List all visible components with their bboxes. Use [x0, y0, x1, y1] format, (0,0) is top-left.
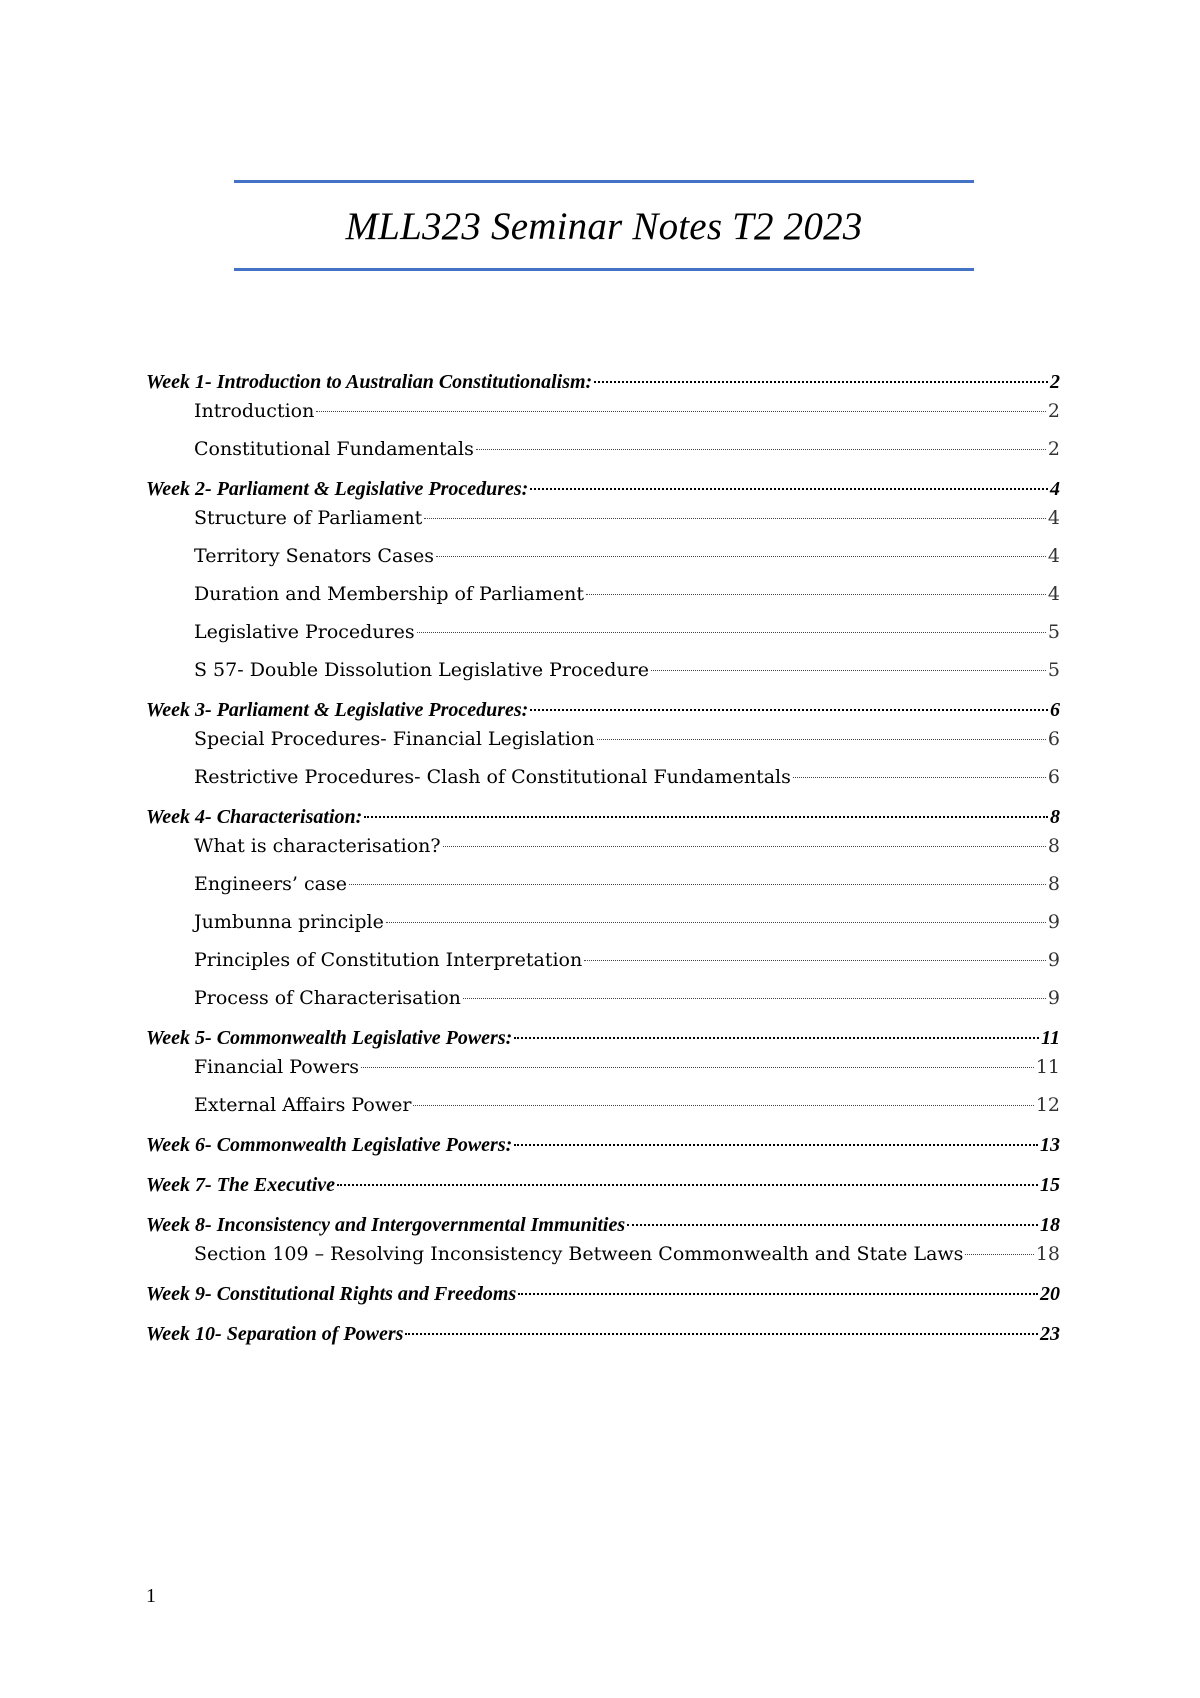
dot-leader — [417, 626, 1046, 633]
toc-entry-label: Week 8- Inconsistency and Intergovernmental Immunities — [146, 1214, 626, 1236]
toc-subsection-label: Constitutional Fundamentals — [194, 438, 474, 460]
toc-entry-week[interactable] — [146, 1024, 1060, 1053]
toc-entry-label: Week 2- Parliament & Legislative Procedures: — [146, 478, 529, 500]
toc-entry-label: Week 4- Characterisation: — [146, 806, 363, 828]
document-title: MLL323 Seminar Notes T2 2023 — [345, 205, 863, 248]
toc-entry-week[interactable] — [146, 803, 1060, 832]
toc-entry-subsection[interactable] — [146, 984, 1060, 1013]
toc-entry-week[interactable] — [146, 1131, 1060, 1160]
toc-entry-subsection[interactable] — [146, 580, 1060, 618]
dot-leader — [364, 810, 1048, 818]
toc-subsection-page-number: 4 — [1047, 583, 1060, 605]
toc-subsection-label: What is characterisation? — [194, 835, 441, 857]
dot-leader — [424, 512, 1046, 519]
toc-entry-week[interactable] — [146, 696, 1060, 725]
toc-entry-page-number: 15 — [1040, 1174, 1060, 1196]
dot-leader — [594, 375, 1048, 383]
toc-entry-week[interactable] — [146, 368, 1060, 397]
toc-entry-subsection[interactable] — [146, 1240, 1060, 1269]
toc-entry-page-number: 18 — [1040, 1214, 1060, 1236]
dot-leader — [443, 840, 1046, 847]
toc-subsection-label: Special Procedures- Financial Legislation — [194, 728, 595, 750]
dot-leader — [651, 664, 1046, 671]
toc-subsection-label: Jumbunna principle — [194, 911, 384, 933]
toc-subsection-page-number: 5 — [1047, 621, 1060, 643]
dot-leader — [337, 1178, 1038, 1186]
title-block — [234, 180, 974, 272]
toc-subsection-label: Duration and Membership of Parliament — [194, 583, 585, 605]
toc-subsection-label: Engineers’ case — [194, 873, 347, 895]
toc-entry-subsection[interactable] — [146, 504, 1060, 542]
dot-leader — [518, 1287, 1038, 1295]
toc-entry-page-number: 2 — [1050, 371, 1060, 393]
toc-subsection-page-number: 12 — [1035, 1094, 1060, 1116]
toc-subsection-label: Principles of Constitution Interpretation — [194, 949, 583, 971]
dot-leader — [584, 954, 1046, 961]
dot-leader — [586, 588, 1046, 595]
toc-entry-page-number: 11 — [1041, 1027, 1060, 1049]
toc-entry-label: Week 5- Commonwealth Legislative Powers: — [146, 1027, 513, 1049]
dot-leader — [793, 771, 1046, 778]
dot-leader — [476, 443, 1046, 450]
toc-subsection-label: External Affairs Power — [194, 1094, 412, 1116]
dot-leader — [463, 992, 1046, 999]
toc-subsection-label: Legislative Procedures — [194, 621, 415, 643]
toc-subsection-page-number: 5 — [1047, 659, 1060, 681]
toc-subsection-page-number: 2 — [1047, 400, 1060, 422]
toc-entry-week[interactable] — [146, 475, 1060, 504]
dot-leader — [405, 1327, 1038, 1335]
toc-entry-subsection[interactable] — [146, 1053, 1060, 1091]
toc-subsection-page-number: 6 — [1047, 766, 1060, 788]
toc-entry-page-number: 6 — [1050, 699, 1060, 721]
toc-subsection-page-number: 9 — [1047, 949, 1060, 971]
toc-entry-subsection[interactable] — [146, 1091, 1060, 1120]
toc-subsection-label: Territory Senators Cases — [194, 545, 434, 567]
toc-entry-label: Week 9- Constitutional Rights and Freedoms — [146, 1283, 517, 1305]
toc-entry-week[interactable] — [146, 1211, 1060, 1240]
dot-leader — [514, 1138, 1038, 1146]
toc-subsection-page-number: 8 — [1047, 835, 1060, 857]
toc-entry-page-number: 4 — [1050, 478, 1060, 500]
toc-entry-label: Week 6- Commonwealth Legislative Powers: — [146, 1134, 513, 1156]
toc-subsection-label: Structure of Parliament — [194, 507, 423, 529]
toc-entry-subsection[interactable] — [146, 870, 1060, 908]
toc-entry-label: Week 1- Introduction to Australian Constitutionalism: — [146, 371, 593, 393]
toc-entry-subsection[interactable] — [146, 832, 1060, 870]
toc-subsection-page-number: 11 — [1035, 1056, 1060, 1078]
dot-leader — [349, 878, 1046, 885]
toc-subsection-page-number: 4 — [1047, 545, 1060, 567]
toc-entry-page-number: 20 — [1040, 1283, 1060, 1305]
toc-entry-week[interactable] — [146, 1320, 1060, 1349]
toc-subsection-label: Introduction — [194, 400, 315, 422]
toc-entry-subsection[interactable] — [146, 763, 1060, 792]
toc-subsection-page-number: 4 — [1047, 507, 1060, 529]
toc-entry-subsection[interactable] — [146, 656, 1060, 685]
title-bottom-rule — [234, 268, 974, 271]
toc-entry-label: Week 7- The Executive — [146, 1174, 336, 1196]
dot-leader — [597, 733, 1046, 740]
toc-subsection-page-number: 8 — [1047, 873, 1060, 895]
dot-leader — [386, 916, 1046, 923]
dot-leader — [436, 550, 1046, 557]
toc-entry-subsection[interactable] — [146, 946, 1060, 984]
toc-subsection-label: Restrictive Procedures- Clash of Constitutional Fundamentals — [194, 766, 791, 788]
toc-subsection-label: Financial Powers — [194, 1056, 360, 1078]
toc-entry-subsection[interactable] — [146, 908, 1060, 946]
toc-entry-subsection[interactable] — [146, 542, 1060, 580]
toc-subsection-page-number: 2 — [1047, 438, 1060, 460]
toc-subsection-label: Section 109 – Resolving Inconsistency Between Commonwealth and State Laws — [194, 1243, 964, 1265]
toc-entry-page-number: 8 — [1050, 806, 1060, 828]
page-number: 1 — [146, 1585, 156, 1607]
toc-subsection-page-number: 18 — [1035, 1243, 1060, 1265]
dot-leader — [316, 405, 1046, 412]
dot-leader — [627, 1218, 1038, 1226]
dot-leader — [965, 1248, 1033, 1255]
toc-subsection-page-number: 9 — [1047, 987, 1060, 1009]
toc-entry-page-number: 13 — [1040, 1134, 1060, 1156]
toc-entry-subsection[interactable] — [146, 725, 1060, 763]
toc-subsection-label: S 57- Double Dissolution Legislative Procedure — [194, 659, 650, 681]
toc-entry-label: Week 10- Separation of Powers — [146, 1323, 404, 1345]
dot-leader — [361, 1061, 1034, 1068]
toc-entry-page-number: 23 — [1040, 1323, 1060, 1345]
toc-entry-label: Week 3- Parliament & Legislative Procedures: — [146, 699, 529, 721]
dot-leader — [530, 482, 1048, 490]
title-top-rule — [234, 180, 974, 183]
toc-entry-subsection[interactable] — [146, 397, 1060, 435]
dot-leader — [413, 1099, 1033, 1106]
dot-leader — [530, 703, 1048, 711]
dot-leader — [514, 1031, 1039, 1039]
table-of-contents — [146, 368, 1060, 1349]
toc-entry-week[interactable] — [146, 1280, 1060, 1309]
toc-entry-subsection[interactable] — [146, 435, 1060, 464]
toc-entry-week[interactable] — [146, 1171, 1060, 1200]
toc-entry-subsection[interactable] — [146, 618, 1060, 656]
toc-subsection-page-number: 9 — [1047, 911, 1060, 933]
toc-subsection-page-number: 6 — [1047, 728, 1060, 750]
toc-subsection-label: Process of Characterisation — [194, 987, 461, 1009]
